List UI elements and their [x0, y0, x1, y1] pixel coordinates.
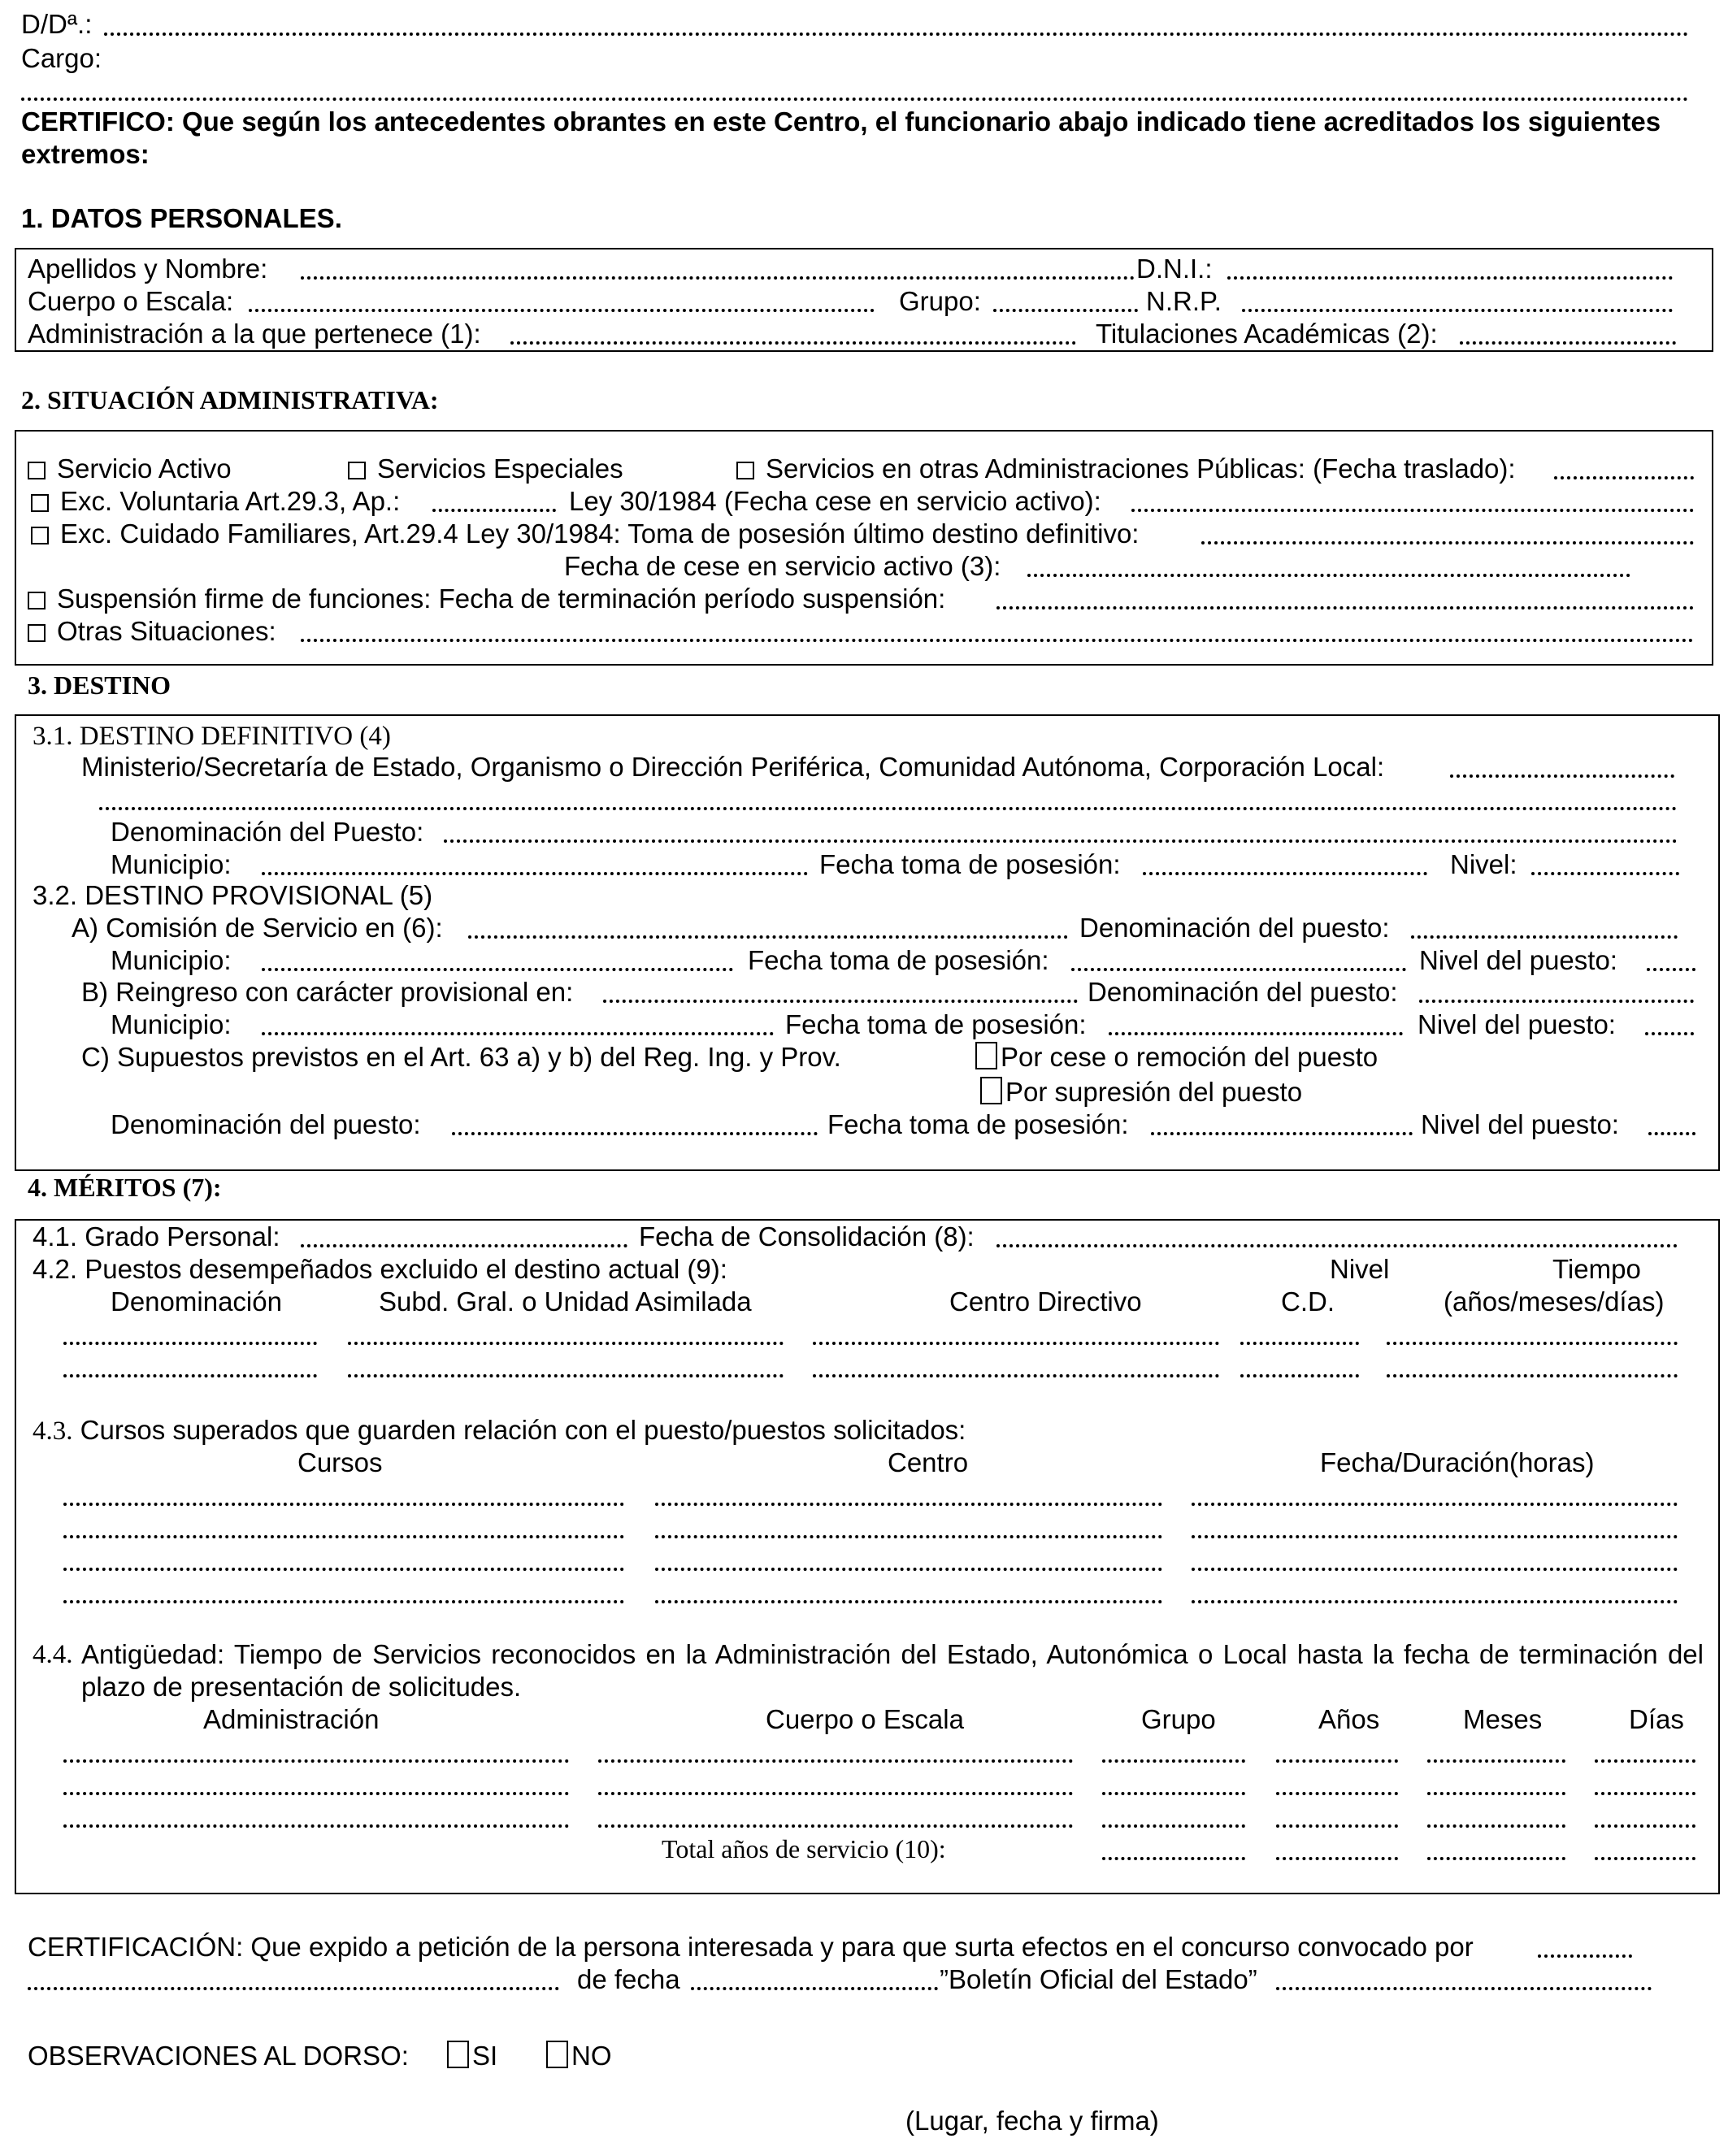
puesto-1-cd[interactable] — [1240, 1342, 1359, 1345]
titulaciones-label: Titulaciones Académicas (2): — [1096, 319, 1438, 349]
denominacion-label-a: Denominación del puesto: — [1079, 913, 1390, 943]
cursos-text: Cursos superados que guarden relación con el puesto/puestos solicitados: — [80, 1415, 966, 1445]
fecha-cese-field[interactable] — [1027, 574, 1630, 577]
nrp-field[interactable] — [1242, 309, 1673, 312]
section-1-title: 1. DATOS PERSONALES. — [21, 203, 342, 233]
antig-2-cuerpo[interactable] — [598, 1792, 1073, 1795]
row-suspension — [28, 583, 945, 615]
fecha-toma-field-a[interactable] — [1071, 968, 1406, 971]
checkbox-otras-situaciones[interactable] — [28, 624, 46, 642]
section-3-title: 3. DESTINO — [28, 670, 171, 700]
checkbox-exc-voluntaria[interactable] — [31, 494, 49, 512]
suspension-field[interactable] — [996, 606, 1694, 609]
col-cuerpo: Cuerpo o Escala — [766, 1704, 964, 1734]
antig-3-grupo[interactable] — [1102, 1824, 1245, 1828]
col-amd: (años/meses/días) — [1444, 1286, 1665, 1317]
curso-1-centro[interactable] — [655, 1503, 1162, 1506]
fecha-cese-label: Fecha de cese en servicio activo (3): — [564, 551, 1001, 581]
dni-field[interactable] — [1227, 276, 1673, 280]
nivel-puesto-label-b: Nivel del puesto: — [1418, 1009, 1616, 1039]
puesto-1-subd[interactable] — [348, 1342, 784, 1345]
concurso-field[interactable] — [1538, 1954, 1632, 1958]
col-cursos: Cursos — [297, 1447, 383, 1477]
otras-situaciones-label: Otras Situaciones: — [57, 616, 276, 646]
checkbox-no[interactable] — [546, 2041, 568, 2068]
administracion-field[interactable] — [510, 341, 1076, 345]
checkbox-por-cese[interactable] — [975, 1042, 997, 1069]
antig-1-anos[interactable] — [1276, 1759, 1398, 1763]
row-por-cese — [975, 1041, 1378, 1074]
curso-3-nombre[interactable] — [63, 1568, 624, 1571]
otras-administraciones-label: Servicios en otras Administraciones Públicas: (Fecha traslado): — [766, 453, 1516, 484]
checkbox-otras-administraciones[interactable] — [736, 462, 754, 479]
antig-1-admin[interactable] — [63, 1759, 569, 1763]
apellidos-label: Apellidos y Nombre: — [28, 254, 268, 284]
row-otras-administraciones — [736, 453, 1516, 485]
dd-field[interactable] — [104, 33, 1689, 36]
curso-4-centro[interactable] — [655, 1600, 1162, 1603]
toma-posesion-field[interactable] — [1201, 541, 1694, 544]
ministerio-field[interactable] — [1450, 774, 1674, 778]
ley-cese-field[interactable] — [1131, 509, 1694, 512]
row-no — [546, 2040, 612, 2072]
servicio-activo-label: Servicio Activo — [57, 453, 232, 484]
antig-2-admin[interactable] — [63, 1792, 569, 1795]
municipio-label-1: Municipio: — [111, 849, 232, 879]
antig-1-dias[interactable] — [1595, 1759, 1695, 1763]
total-meses[interactable] — [1427, 1857, 1565, 1860]
administracion-label: Administración a la que pertenece (1): — [28, 319, 481, 349]
antig-3-meses[interactable] — [1427, 1824, 1565, 1828]
reingreso-field[interactable] — [603, 1000, 1078, 1003]
grupo-label: Grupo: — [899, 286, 981, 316]
puesto-2-tiempo[interactable] — [1387, 1374, 1678, 1377]
antig-3-cuerpo[interactable] — [598, 1824, 1073, 1828]
col-tiempo: Tiempo — [1552, 1254, 1641, 1284]
certifico-text: CERTIFICO: Que según los antecedentes obrantes en este Centro, el funcionario abajo indicado tiene acreditados los siguientes extremos: — [21, 106, 1661, 169]
fecha-toma-field-c[interactable] — [1151, 1132, 1413, 1135]
row-servicios-especiales — [348, 453, 623, 485]
de-fecha-label: de fecha — [577, 1964, 680, 1994]
col-cd: C.D. — [1281, 1286, 1335, 1317]
si-label: SI — [472, 2041, 498, 2071]
row-si — [447, 2040, 497, 2072]
grado-field[interactable] — [301, 1244, 627, 1247]
cursos-label — [33, 1414, 966, 1447]
total-grupo[interactable] — [1102, 1857, 1245, 1860]
total-anos-label: Total años de servicio (10): — [662, 1834, 946, 1863]
curso-4-nombre[interactable] — [63, 1600, 624, 1603]
fecha-consolidacion-label: Fecha de Consolidación (8): — [639, 1221, 975, 1252]
fecha-toma-label-a: Fecha toma de posesión: — [748, 945, 1049, 975]
puesto-1-centro[interactable] — [813, 1342, 1219, 1345]
row-por-supresion — [980, 1076, 1302, 1108]
fecha-consolidacion-field[interactable] — [996, 1244, 1678, 1247]
antig-3-dias[interactable] — [1595, 1824, 1695, 1828]
puesto-2-centro[interactable] — [813, 1374, 1219, 1377]
observaciones-label: OBSERVACIONES AL DORSO: — [28, 2041, 409, 2071]
fecha-traslado-field[interactable] — [1554, 476, 1694, 479]
supuestos-label: C) Supuestos previstos en el Art. 63 a) y b) del Reg. Ing. y Prov. — [81, 1042, 841, 1072]
antig-1-grupo[interactable] — [1102, 1759, 1245, 1763]
puesto-1-tiempo[interactable] — [1387, 1342, 1678, 1345]
curso-2-centro[interactable] — [655, 1535, 1162, 1538]
grupo-field[interactable] — [993, 309, 1138, 312]
col-fecha-duracion: Fecha/Duración(horas) — [1320, 1447, 1595, 1477]
col-grupo: Grupo — [1141, 1704, 1216, 1734]
fecha-toma-field-b[interactable] — [1109, 1032, 1403, 1035]
nrp-label: N.R.P. — [1146, 286, 1222, 316]
denominacion-label-b: Denominación del puesto: — [1088, 977, 1398, 1007]
cursos-num: 4.3. — [33, 1416, 73, 1446]
nivel-puesto-field-a[interactable] — [1647, 968, 1695, 971]
col-dias: Días — [1629, 1704, 1684, 1734]
servicios-especiales-label: Servicios Especiales — [377, 453, 623, 484]
titulaciones-field[interactable] — [1460, 341, 1676, 345]
total-dias[interactable] — [1595, 1857, 1695, 1860]
cargo-field[interactable] — [21, 98, 1689, 101]
antig-2-dias[interactable] — [1595, 1792, 1695, 1795]
municipio-field-a[interactable] — [262, 968, 733, 971]
checkbox-exc-cuidado[interactable] — [31, 527, 49, 544]
fecha-toma-label-b: Fecha toma de posesión: — [785, 1009, 1087, 1039]
exc-voluntaria-label: Exc. Voluntaria Art.29.3, Ap.: — [60, 486, 401, 516]
curso-2-fecha[interactable] — [1192, 1535, 1678, 1538]
exc-voluntaria-field[interactable] — [432, 509, 556, 512]
ministerio-field-2[interactable] — [99, 807, 1678, 810]
row-exc-cuidado — [31, 518, 1139, 550]
antig-1-cuerpo[interactable] — [598, 1759, 1073, 1763]
denominacion-field-a[interactable] — [1411, 935, 1678, 939]
municipio-field-b[interactable] — [262, 1032, 774, 1035]
denominacion-puesto-label: Denominación del Puesto: — [111, 817, 424, 847]
denominacion-field-b[interactable] — [1419, 1000, 1694, 1003]
checkbox-servicios-especiales[interactable] — [348, 462, 366, 479]
col-meses: Meses — [1463, 1704, 1543, 1734]
cuerpo-label: Cuerpo o Escala: — [28, 286, 234, 316]
curso-1-nombre[interactable] — [63, 1503, 624, 1506]
curso-3-fecha[interactable] — [1192, 1568, 1678, 1571]
nivel-puesto-label-a: Nivel del puesto: — [1419, 945, 1617, 975]
denominacion-field-c[interactable] — [452, 1132, 818, 1135]
puesto-1-denominacion[interactable] — [63, 1342, 317, 1345]
nivel-puesto-field-c[interactable] — [1648, 1132, 1695, 1135]
col-denominacion: Denominación — [111, 1286, 282, 1317]
denominacion-label-c: Denominación del puesto: — [111, 1109, 421, 1139]
col-anos: Años — [1318, 1704, 1380, 1734]
ley-cese-label: Ley 30/1984 (Fecha cese en servicio activo): — [569, 486, 1101, 516]
checkbox-si[interactable] — [447, 2041, 469, 2068]
section-2-title: 2. SITUACIÓN ADMINISTRATIVA: — [21, 385, 439, 414]
fecha-toma-label-1: Fecha toma de posesión: — [819, 849, 1121, 879]
section-4-title: 4. MÉRITOS (7): — [28, 1173, 222, 1202]
cargo-label: Cargo: — [21, 43, 102, 73]
firma-label: (Lugar, fecha y firma) — [905, 2106, 1159, 2136]
por-supresion-label: Por supresión del puesto — [1005, 1077, 1303, 1107]
provisional-title: 3.2. DESTINO PROVISIONAL (5) — [33, 880, 433, 910]
dni-label: D.N.I.: — [1136, 254, 1213, 284]
antig-3-anos[interactable] — [1276, 1824, 1398, 1828]
denominacion-puesto-field[interactable] — [444, 839, 1678, 843]
puestos-label: 4.2. Puestos desempeñados excluido el destino actual (9): — [33, 1254, 727, 1284]
municipio-label-b: Municipio: — [111, 1009, 232, 1039]
puesto-2-subd[interactable] — [348, 1374, 784, 1377]
puesto-2-cd[interactable] — [1240, 1374, 1359, 1377]
grado-label: 4.1. Grado Personal: — [33, 1221, 280, 1252]
nivel-label-1: Nivel: — [1450, 849, 1517, 879]
row-otras-situaciones — [28, 615, 276, 648]
reingreso-label: B) Reingreso con carácter provisional en: — [81, 977, 574, 1007]
row-exc-voluntaria — [31, 485, 400, 518]
boe-field[interactable] — [1276, 1987, 1652, 1990]
fecha-toma-field-1[interactable] — [1143, 872, 1427, 875]
col-subd: Subd. Gral. o Unidad Asimilada — [379, 1286, 752, 1317]
municipio-label-a: Municipio: — [111, 945, 232, 975]
boe-label: ”Boletín Oficial del Estado” — [940, 1964, 1257, 1994]
concurso-field-2[interactable] — [28, 1987, 559, 1990]
antig-3-admin[interactable] — [63, 1824, 569, 1828]
definitivo-title-text: 3.1. DESTINO DEFINITIVO (4) — [33, 722, 391, 751]
nivel-field-1[interactable] — [1531, 872, 1679, 875]
col-administracion: Administración — [203, 1704, 380, 1734]
antig-1-meses[interactable] — [1427, 1759, 1565, 1763]
certificacion-text: CERTIFICACIÓN: Que expido a petición de la persona interesada y para que surta efectos en el concurso convocado por — [28, 1932, 1474, 1962]
apellidos-field[interactable] — [301, 276, 1135, 280]
antig-2-grupo[interactable] — [1102, 1792, 1245, 1795]
row-servicio-activo — [28, 453, 232, 485]
dd-label: D/Dª.: — [21, 9, 93, 39]
antig-num: 4.4. — [33, 1640, 73, 1669]
no-label: NO — [571, 2041, 612, 2071]
nivel-puesto-field-b[interactable] — [1645, 1032, 1694, 1035]
checkbox-suspension[interactable] — [28, 592, 46, 609]
antig-2-anos[interactable] — [1276, 1792, 1398, 1795]
otras-situaciones-field[interactable] — [301, 639, 1694, 642]
cuerpo-field[interactable] — [249, 309, 875, 312]
col-centro: Centro — [888, 1447, 969, 1477]
checkbox-servicio-activo[interactable] — [28, 462, 46, 479]
col-centro-directivo: Centro Directivo — [949, 1286, 1142, 1317]
checkbox-por-supresion[interactable] — [980, 1077, 1002, 1104]
suspension-label: Suspensión firme de funciones: Fecha de terminación período suspensión: — [57, 583, 946, 614]
de-fecha-field[interactable] — [691, 1987, 938, 1990]
curso-1-fecha[interactable] — [1192, 1503, 1678, 1506]
nivel-puesto-label-c: Nivel del puesto: — [1421, 1109, 1619, 1139]
ministerio-label: Ministerio/Secretaría de Estado, Organismo o Dirección Periférica, Comunidad Autónoma, Corporación Local: — [81, 752, 1385, 782]
curso-2-nombre[interactable] — [63, 1535, 624, 1538]
municipio-field-1[interactable] — [262, 872, 808, 875]
curso-3-centro[interactable] — [655, 1568, 1162, 1571]
por-cese-label: Por cese o remoción del puesto — [1001, 1042, 1378, 1072]
curso-4-fecha[interactable] — [1192, 1600, 1678, 1603]
comision-field[interactable] — [468, 935, 1068, 939]
definitivo-title — [33, 719, 391, 753]
total-anos[interactable] — [1276, 1857, 1398, 1860]
puesto-2-denominacion[interactable] — [63, 1374, 317, 1377]
antig-text: Antigüedad: Tiempo de Servicios reconocidos en la Administración del Estado, Autonómica o Local hasta la fecha de terminación del plazo de presentación de solicitudes. — [81, 1639, 1704, 1702]
col-nivel: Nivel — [1330, 1254, 1390, 1284]
antig-2-meses[interactable] — [1427, 1792, 1565, 1795]
comision-label: A) Comisión de Servicio en (6): — [72, 913, 443, 943]
exc-cuidado-label: Exc. Cuidado Familiares, Art.29.4 Ley 30/1984: Toma de posesión último destino definitivo: — [60, 518, 1140, 549]
fecha-toma-label-c: Fecha toma de posesión: — [827, 1109, 1129, 1139]
